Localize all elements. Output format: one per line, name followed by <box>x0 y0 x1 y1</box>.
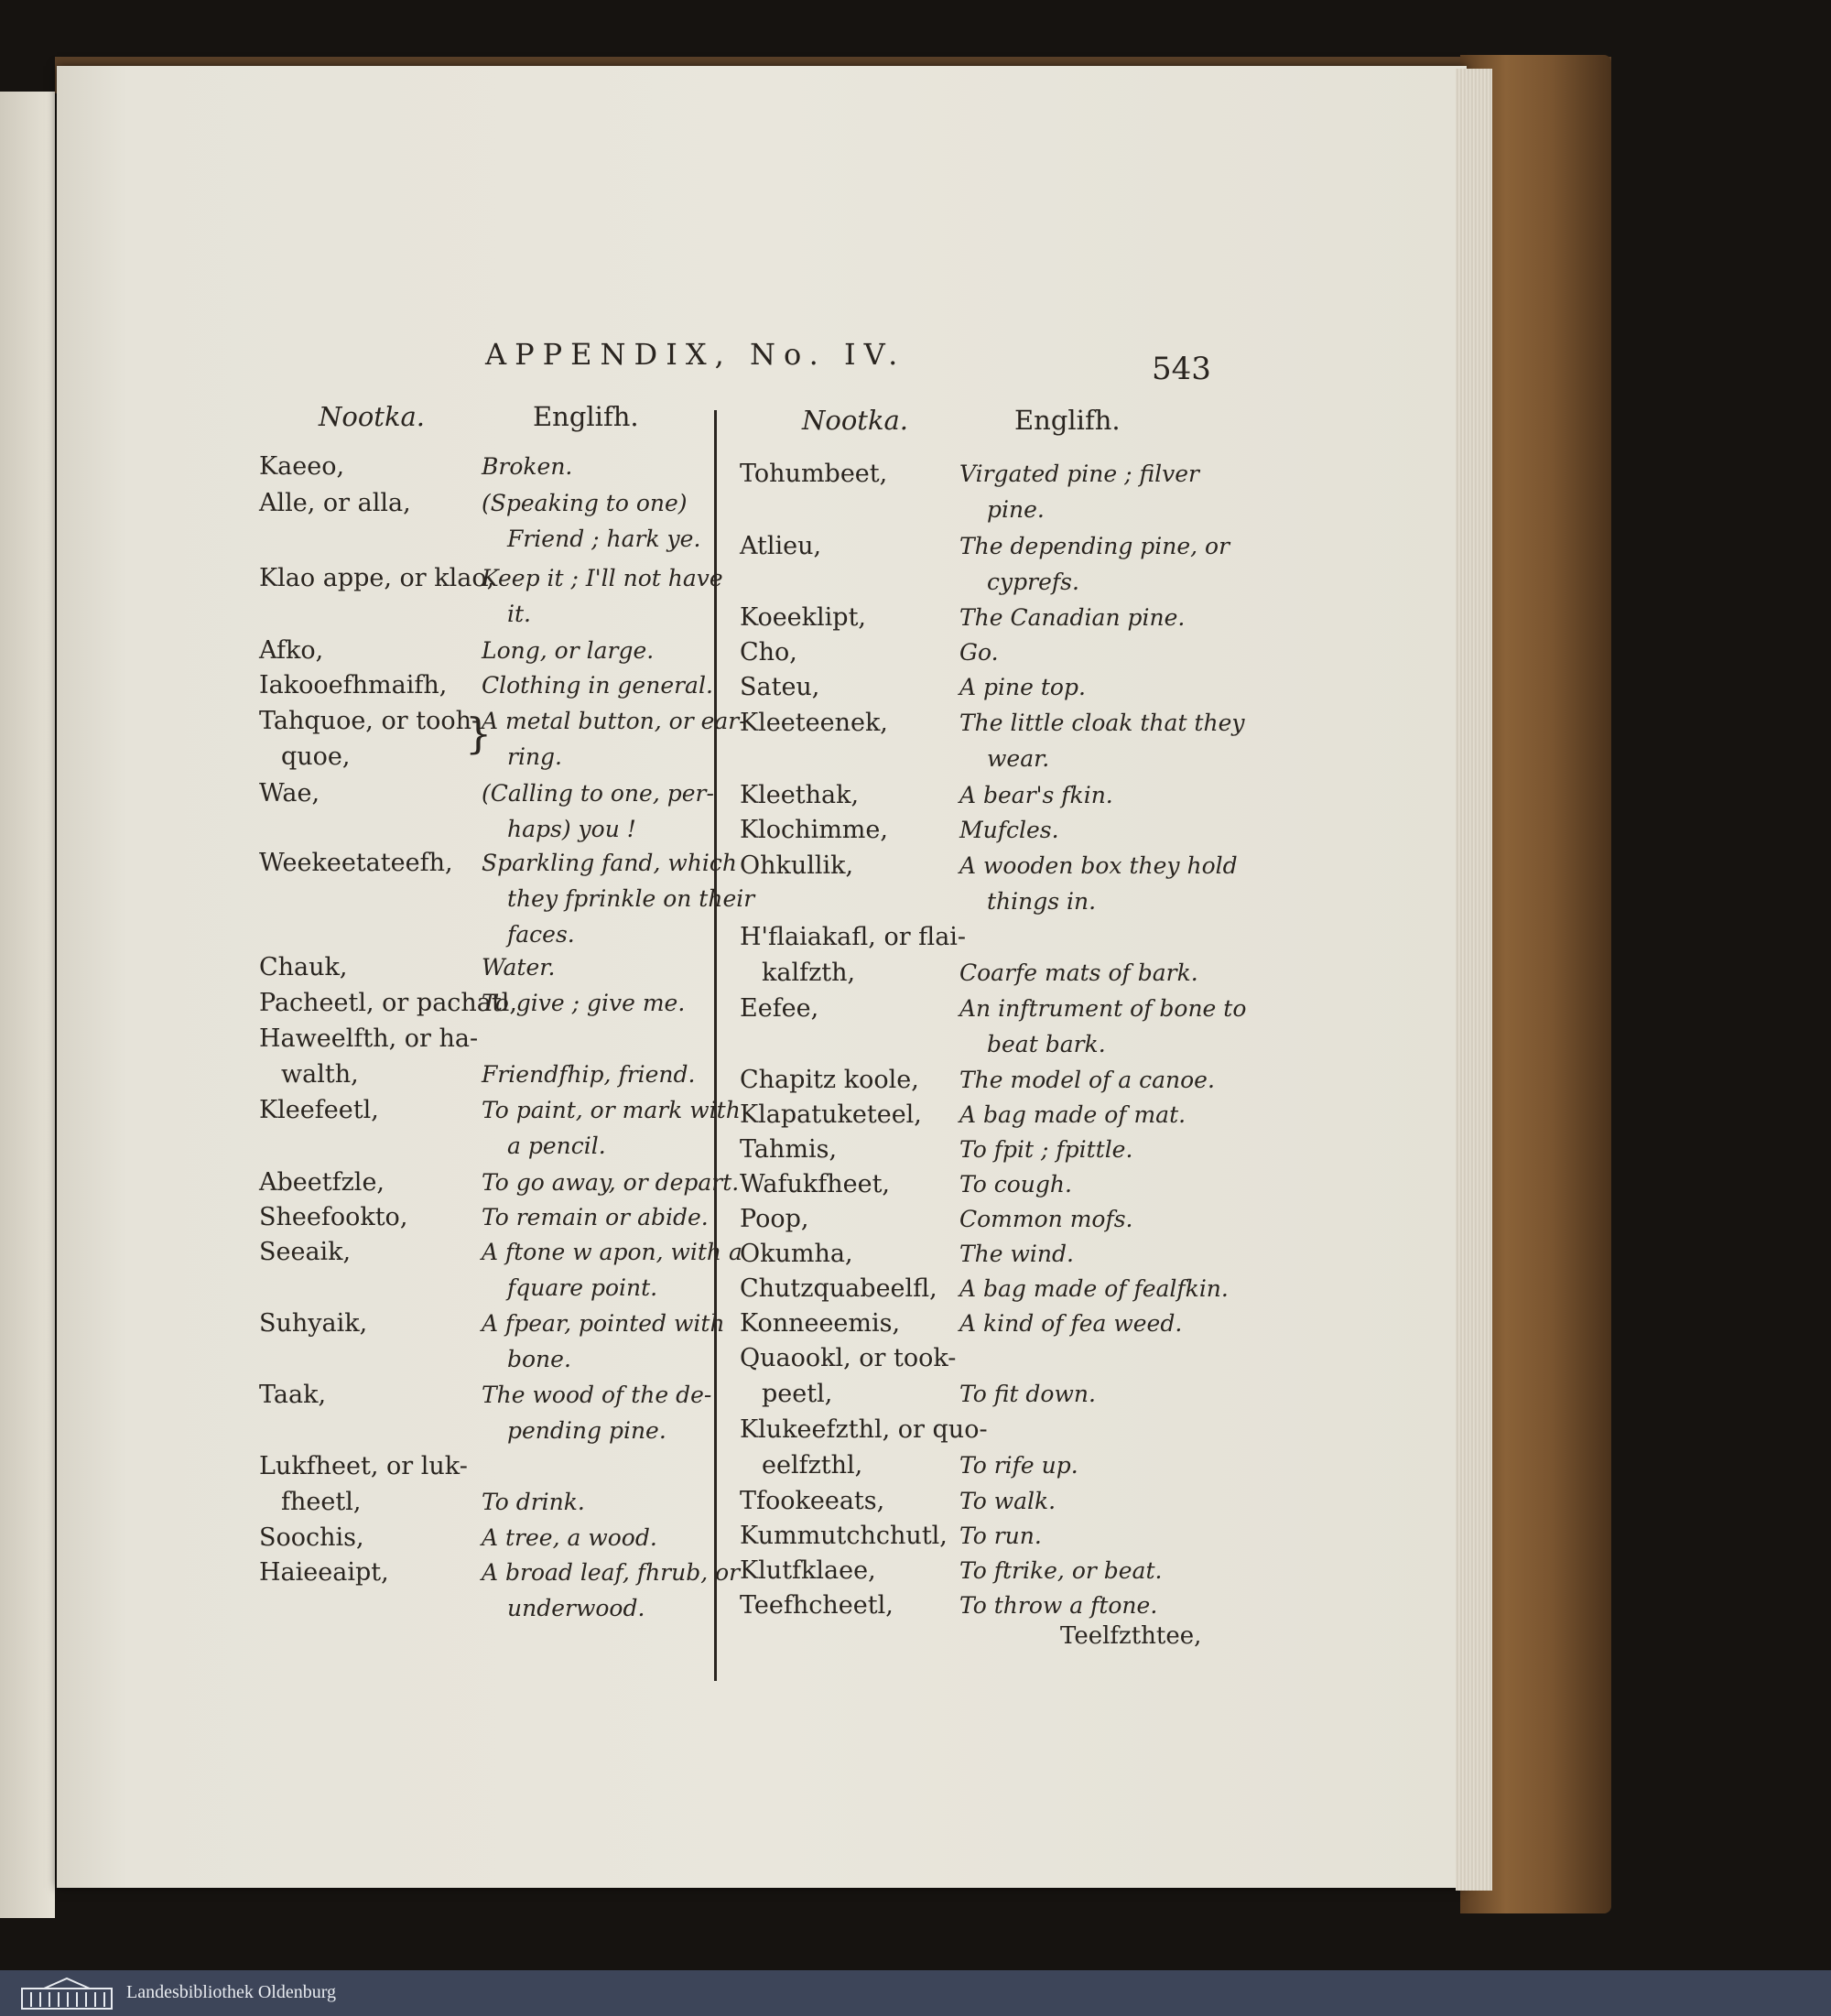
english-translation: A pine top. <box>959 674 1086 700</box>
page-number: 543 <box>1152 351 1211 387</box>
nootka-word: Atlieu, <box>740 532 822 560</box>
nootka-word: Soochis, <box>259 1523 364 1552</box>
english-translation: The Canadian pine. <box>959 604 1186 631</box>
english-translation: underwood. <box>507 1595 645 1621</box>
nootka-word: kalfzth, <box>762 959 856 987</box>
english-translation: they fprinkle on their <box>507 885 755 912</box>
english-translation: cyprefs. <box>987 569 1079 595</box>
column-head-left-nootka: Nootka. <box>319 401 426 432</box>
english-translation: To give ; give me. <box>482 990 686 1016</box>
nootka-word: Konneeemis, <box>740 1309 901 1338</box>
english-translation: Long, or large. <box>482 637 655 664</box>
nootka-word: Quaookl, or took- <box>740 1344 957 1372</box>
nootka-word: Afko, <box>259 636 324 665</box>
english-translation: To cough. <box>959 1171 1072 1198</box>
nootka-word: Kleefeetl, <box>259 1096 379 1124</box>
english-translation: Sparkling fand, which <box>482 850 737 876</box>
english-translation: Go. <box>959 639 999 666</box>
english-translation: haps) you ! <box>507 816 636 842</box>
library-footer <box>0 1970 1831 2016</box>
english-translation: To rife up. <box>959 1452 1078 1479</box>
nootka-word: Wafukfheet, <box>740 1170 891 1198</box>
english-translation: A ftone w apon, with a <box>482 1239 742 1265</box>
nootka-word: Haieeaipt, <box>259 1558 389 1587</box>
brace-mark: } <box>465 709 493 758</box>
english-translation: To throw a ftone. <box>959 1592 1158 1619</box>
nootka-word: Teefhcheetl, <box>740 1591 894 1620</box>
english-translation: A fpear, pointed with <box>482 1310 725 1337</box>
english-translation: The wind. <box>959 1241 1074 1267</box>
nootka-word: Sheefookto, <box>259 1203 408 1231</box>
english-translation: A bag made of fealfkin. <box>959 1275 1229 1302</box>
nootka-word: peetl, <box>762 1380 833 1408</box>
english-translation: (Calling to one, per- <box>482 780 714 807</box>
nootka-word: Tahmis, <box>740 1135 838 1164</box>
nootka-word: H'flaiakafl, or flai- <box>740 923 967 951</box>
nootka-word: Klao appe, or klao, <box>259 564 495 592</box>
nootka-word: fheetl, <box>281 1488 362 1516</box>
nootka-word: eelfzthl, <box>762 1451 863 1479</box>
column-head-left-english: Englifh. <box>533 401 639 432</box>
english-translation: things in. <box>987 888 1097 915</box>
english-translation: To walk. <box>959 1488 1056 1514</box>
column-head-right-nootka: Nootka. <box>802 405 909 436</box>
english-translation: To remain or abide. <box>482 1204 709 1230</box>
nootka-word: Tfookeeats, <box>740 1487 885 1515</box>
english-translation: faces. <box>507 921 575 948</box>
english-translation: Virgated pine ; filver <box>959 461 1200 487</box>
page-header: APPENDIX, No. IV. <box>485 337 906 372</box>
page-edges <box>1456 69 1492 1891</box>
english-translation: To go away, or depart. <box>482 1169 740 1196</box>
nootka-word: Klutfklaee, <box>740 1556 876 1585</box>
english-translation: The wood of the de- <box>482 1382 712 1408</box>
nootka-word: Kleethak, <box>740 781 860 809</box>
english-translation: Common mofs. <box>959 1206 1133 1232</box>
nootka-word: walth, <box>281 1060 359 1089</box>
nootka-word: Weekeetateefh, <box>259 849 453 877</box>
english-translation: pending pine. <box>507 1417 666 1444</box>
nootka-word: Haweelfth, or ha- <box>259 1024 479 1053</box>
english-translation: A metal button, or ear- <box>482 708 747 734</box>
nootka-word: Pacheetl, or pachatl, <box>259 989 517 1017</box>
nootka-word: Klochimme, <box>740 816 888 844</box>
nootka-word: Alle, or alla, <box>259 489 411 517</box>
english-translation: Broken. <box>482 453 573 480</box>
nootka-word: quoe, <box>281 742 351 771</box>
english-translation: To ftrike, or beat. <box>959 1557 1163 1584</box>
nootka-word: Kaeeo, <box>259 452 345 481</box>
english-translation: To run. <box>959 1523 1042 1549</box>
nootka-word: Klapatuketeel, <box>740 1100 922 1129</box>
nootka-word: Kleeteenek, <box>740 709 888 737</box>
english-translation: pine. <box>987 496 1045 523</box>
english-translation: The model of a canoe. <box>959 1067 1215 1093</box>
english-translation: A bear's fkin. <box>959 782 1113 808</box>
nootka-word: Cho, <box>740 638 797 667</box>
nootka-word: Sateu, <box>740 673 820 701</box>
nootka-word: Wae, <box>259 779 320 807</box>
nootka-word: Tohumbeet, <box>740 460 888 488</box>
english-translation: it. <box>507 601 531 627</box>
english-translation: beat bark. <box>987 1031 1106 1057</box>
nootka-word: Tahquoe, or tooh- <box>259 707 481 735</box>
column-divider <box>714 410 717 1681</box>
nootka-word: Koeeklipt, <box>740 603 867 632</box>
library-name: Landesbibliothek Oldenburg <box>126 1982 337 2002</box>
nootka-word: Seeaik, <box>259 1238 352 1266</box>
english-translation: To fit down. <box>959 1381 1096 1407</box>
english-translation: A tree, a wood. <box>482 1524 657 1551</box>
english-translation: Friendfhip, friend. <box>482 1061 696 1088</box>
nootka-word: Iakooefhmaifh, <box>259 671 448 699</box>
english-translation: wear. <box>987 745 1050 772</box>
english-translation: Coarfe mats of bark. <box>959 959 1198 986</box>
english-translation: To fpit ; fpittle. <box>959 1136 1133 1163</box>
catchword: Teelfzthtee, <box>1060 1622 1202 1650</box>
nootka-word: Klukeefzthl, or quo- <box>740 1415 988 1444</box>
nootka-word: Chutzquabeelfl, <box>740 1274 937 1303</box>
english-translation: The little cloak that they <box>959 710 1245 736</box>
nootka-word: Chapitz koole, <box>740 1066 919 1094</box>
english-translation: fquare point. <box>507 1274 658 1301</box>
english-translation: Keep it ; I'll not have <box>482 565 723 591</box>
english-translation: Clothing in general. <box>482 672 713 699</box>
left-page-edge <box>0 92 55 1918</box>
english-translation: a pencil. <box>507 1133 606 1159</box>
nootka-word: Lukfheet, or luk- <box>259 1452 468 1480</box>
library-building-icon <box>16 1976 117 2011</box>
english-translation: To drink. <box>482 1489 585 1515</box>
nootka-word: Chauk, <box>259 953 348 981</box>
english-translation: bone. <box>507 1346 571 1372</box>
english-translation: Water. <box>482 954 556 981</box>
english-translation: An inftrument of bone to <box>959 995 1247 1022</box>
column-head-right-english: Englifh. <box>1014 405 1121 436</box>
nootka-word: Poop, <box>740 1205 809 1233</box>
english-translation: ring. <box>507 743 562 770</box>
nootka-word: Kummutchchutl, <box>740 1522 948 1550</box>
nootka-word: Okumha, <box>740 1240 853 1268</box>
english-translation: A wooden box they hold <box>959 852 1238 879</box>
english-translation: Friend ; hark ye. <box>507 526 701 552</box>
english-translation: A bag made of mat. <box>959 1101 1186 1128</box>
nootka-word: Abeetfzle, <box>259 1168 385 1197</box>
english-translation: A kind of fea weed. <box>959 1310 1183 1337</box>
nootka-word: Suhyaik, <box>259 1309 368 1338</box>
english-translation: Mufcles. <box>959 817 1059 843</box>
nootka-word: Taak, <box>259 1381 327 1409</box>
english-translation: The depending pine, or <box>959 533 1230 559</box>
english-translation: To paint, or mark with <box>482 1097 741 1123</box>
nootka-word: Eefee, <box>740 994 819 1023</box>
english-translation: A broad leaf, fhrub, or <box>482 1559 741 1586</box>
english-translation: (Speaking to one) <box>482 490 688 516</box>
nootka-word: Ohkullik, <box>740 851 854 880</box>
